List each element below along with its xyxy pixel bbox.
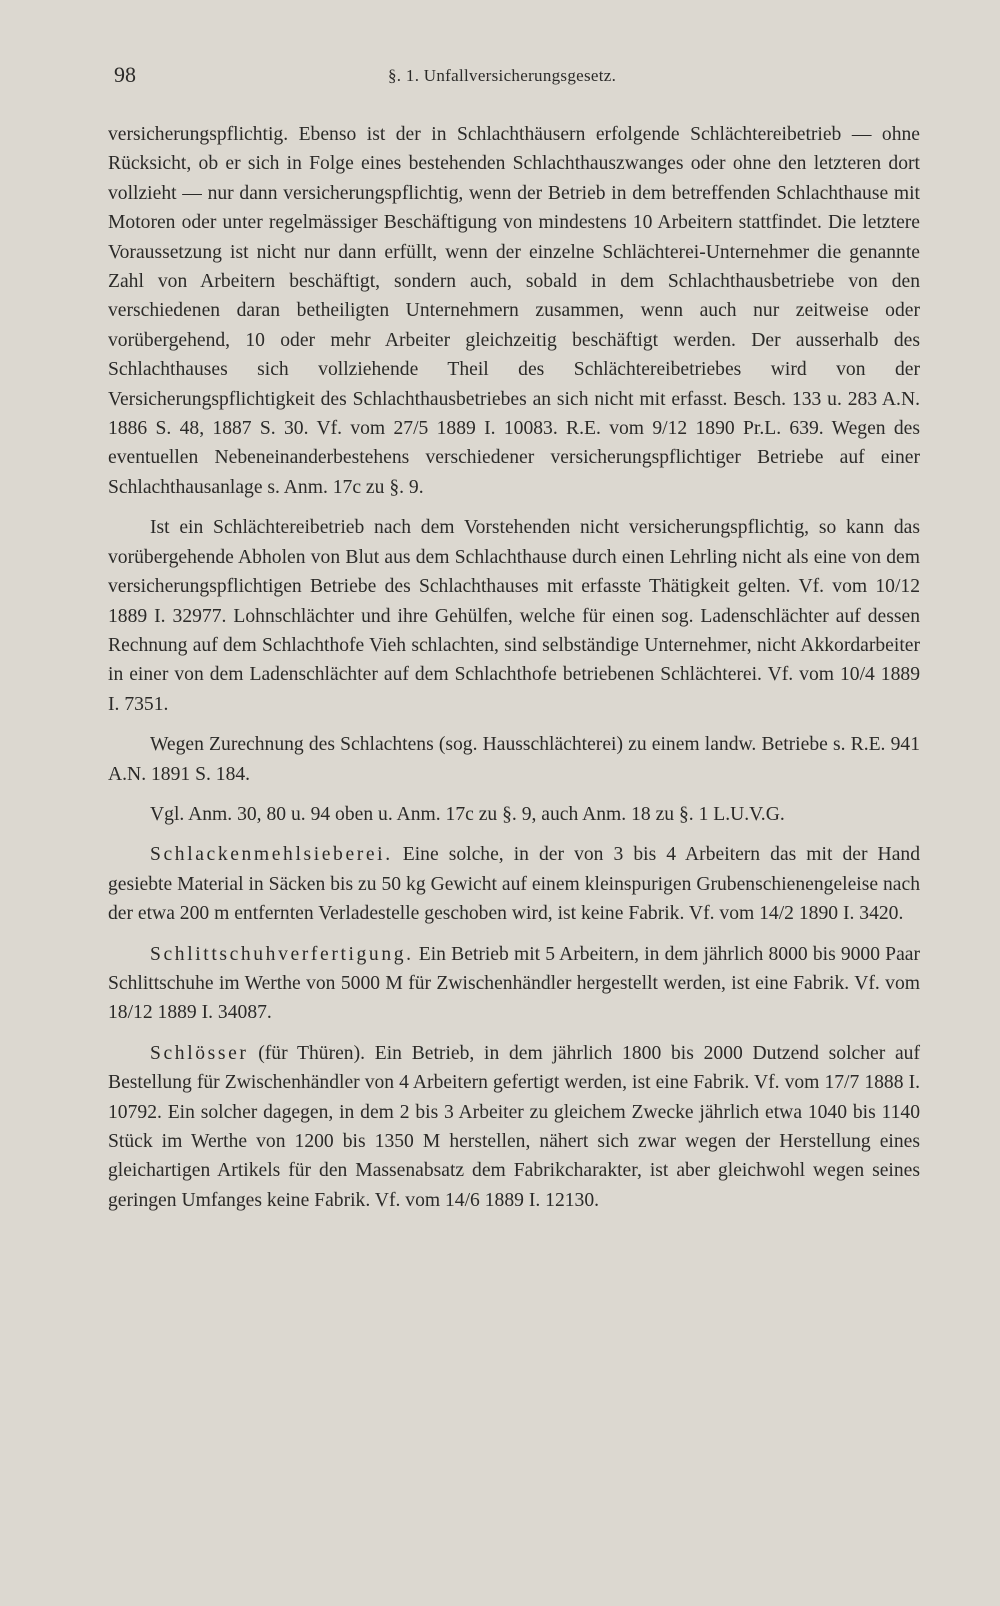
page-header [0, 62, 1000, 92]
entry-heading: Schlittschuhverfertigung. [150, 943, 414, 965]
paragraph-vgl [108, 800, 920, 829]
paragraph-text: Wegen Zurechnung des Schlachtens (sog. Hausschlächterei) zu einem landw. Betriebe s. R.E. 941 A.N. 1891 S. 184. [108, 734, 920, 785]
entry-schloesser [108, 1039, 920, 1215]
body-text [108, 120, 920, 1215]
entry-text: Ein Betrieb mit 5 Arbeitern, in dem jährlich 8000 bis 9000 Paar Schlittschuhe im Werthe von 5000 M für Zwischenhändler hergestellt werden, ist eine Fabrik. Vf. vom 18/12 1889 I. 34087. [108, 943, 920, 1024]
entry-schlackenmehlsieberei [108, 840, 920, 928]
paragraph-text: Ist ein Schlächtereibetrieb nach dem Vorstehenden nicht versicherungspflichtig, so kann das vorübergehende Abholen von Blut aus dem Schlachthause durch einen Lehrling nicht als eine von dem versicherungspflichtigen Betriebe des Schlachthauses mit erfasste Thätigkeit gelten. Vf. vom 10/12 1889 I. 32977. Lohnschlächter und ihre Gehülfen, welche für einen sog. Ladenschlächter auf dessen Rechnung auf dem Schlachthofe Vieh schlachten, sind selbständige Unternehmer, nicht Akkordarbeiter in einer von dem Ladenschlächter auf dem Schlachthofe betriebenen Schlächterei. Vf. vom 10/4 1889 I. 7351. [108, 517, 920, 715]
running-head: §. 1. Unfallversicherungsgesetz. [388, 66, 617, 85]
paragraph-text: Vgl. Anm. 30, 80 u. 94 oben u. Anm. 17c zu §. 9, auch Anm. 18 zu §. 1 L.U.V.G. [150, 803, 785, 825]
entry-text: (für Thüren). Ein Betrieb, in dem jährlich 1800 bis 2000 Dutzend solcher auf Bestellung für Zwischenhändler von 4 Arbeitern gefertigt werden, ist eine Fabrik. Vf. vom 17/7 1888 I. 10792. Ein solcher dagegen, in dem 2 bis 3 Arbeiter zu gleichem Zwecke jährlich etwa 1040 bis 1140 Stück im Werthe von 1200 bis 1350 M herstellen, nähert sich zwar wegen der Herstellung eines gleichartigen Artikels für den Massenabsatz dem Fabrikcharakter, ist aber gleichwohl wegen seines geringen Umfanges keine Fabrik. Vf. vom 14/6 1889 I. 12130. [108, 1042, 920, 1211]
entry-text: Eine solche, in der von 3 bis 4 Arbeitern das mit der Hand gesiebte Material in Säcken bis zu 50 kg Gewicht auf einem kleinspurigen Grubenschienengeleise nach der etwa 200 m entfernten Verladestelle geschoben wird, ist keine Fabrik. Vf. vom 14/2 1890 I. 3420. [108, 844, 920, 925]
entry-schlittschuhverfertigung [108, 940, 920, 1028]
page-number: 98 [114, 62, 136, 87]
paragraph-hausschlaechterei [108, 730, 920, 789]
paragraph-text: versicherungspflichtig. Ebenso ist der in Schlachthäusern erfolgende Schlächtereibetrieb — ohne Rücksicht, ob er sich in Folge eines bestehenden Schlachthauszwanges oder ohne den letzteren dort vollzieht — nur dann versicherungspflichtig, wenn der Betrieb in dem betreffenden Schlachthause mit Motoren oder unter regelmässiger Beschäftigung von mindestens 10 Arbeitern stattfindet. Die letztere Voraussetzung ist nicht nur dann erfüllt, wenn der einzelne Schlächterei-Unternehmer die genannte Zahl von Arbeitern beschäftigt, sondern auch, sobald in dem Schlachthausbetriebe von den verschiedenen daran betheiligten Unternehmern zusammen, wenn auch nur zeitweise oder vorübergehend, 10 oder mehr Arbeiter gleichzeitig beschäftigt werden. Der ausserhalb des Schlachthauses sich vollziehende Theil des Schlächtereibetriebes wird von der Versicherungspflichtigkeit des Schlachthausbetriebes an sich nicht mit erfasst. Besch. 133 u. 283 A.N. 1886 S. 48, 1887 S. 30. Vf. vom 27/5 1889 I. 10083. R.E. vom 9/12 1890 Pr.L. 639. Wegen des eventuellen Nebeneinanderbestehens verschiedener versicherungspflichtiger Betriebe auf einer Schlachthausanlage s. Anm. 17c zu §. 9. [108, 124, 920, 498]
paragraph-blut-abholen [108, 513, 920, 719]
entry-heading: Schlösser [150, 1042, 249, 1064]
paragraph-schlachthaus [108, 120, 920, 502]
entry-heading: Schlackenmehlsieberei. [150, 844, 393, 866]
